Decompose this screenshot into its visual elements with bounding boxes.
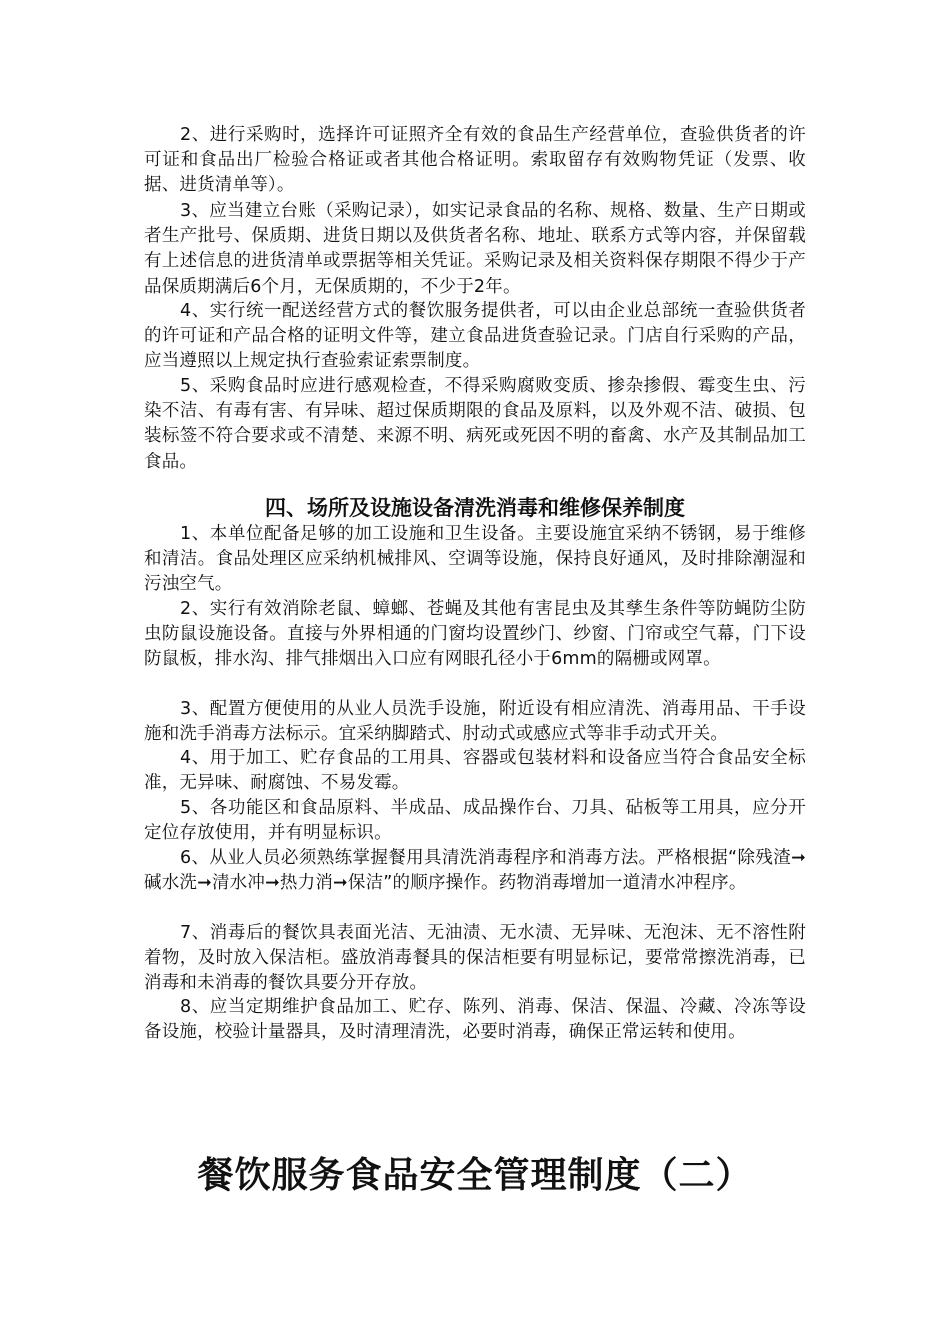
paragraph-4-4: 4、用于加工、贮存食品的工用具、容器或包装材料和设备应当符合食品安全标准，无异味、耐腐蚀、不易发霉。 [144, 748, 806, 794]
section-heading: 四、场所及设施设备清洗消毒和维修保养制度 [265, 496, 685, 520]
paragraph-4-8: 8、应当定期维护食品加工、贮存、陈列、消毒、保洁、保温、冷藏、冷冻等设备设施，校验计量器具，及时清理清洗，必要时消毒，确保正常运转和使用。 [144, 997, 806, 1043]
paragraph-4-3: 3、配置方便使用的从业人员洗手设施，附近设有相应清洗、消毒用品、干手设施和洗手消毒方法标示。宜采纳脚踏式、肘动式或感应式等非手动式开关。 [144, 699, 806, 745]
paragraph-4-2: 2、实行有效消除老鼠、蟑螂、苍蝇及其他有害昆虫及其孳生条件等防蝇防尘防虫防鼠设施设备。直接与外界相通的门窗均设置纱门、纱窗、门帘或空气幕，门下设防鼠板，排水沟、排气排烟出入口应有网眼孔径小于6mm的隔栅或网罩。 [144, 599, 806, 670]
paragraph-3-3: 3、应当建立台账（采购记录），如实记录食品的名称、规格、数量、生产日期或者生产批号、保质期、进货日期以及供货者名称、地址、联系方式等内容，并保留载有上述信息的进货清单或票据等相关凭证。采购记录及相关资料保存期限不得少于产品保质期满后6个月，无保质期的，不少于2年。 [144, 201, 806, 297]
paragraph-4-5: 5、各功能区和食品原料、半成品、成品操作台、刀具、砧板等工用具，应分开定位存放使用，并有明显标识。 [144, 798, 806, 844]
paragraph-3-2: 2、进行采购时，选择许可证照齐全有效的食品生产经营单位，查验供货者的许可证和食品出厂检验合格证或者其他合格证明。索取留存有效购物凭证（发票、收据、进货清单等）。 [144, 125, 806, 196]
document-title: 餐饮服务食品安全管理制度（二） [197, 1155, 753, 1196]
paragraph-4-7: 7、消毒后的餐饮具表面光洁、无油渍、无水渍、无异味、无泡沫、无不溶性附着物，及时放入保洁柜。盛放消毒餐具的保洁柜要有明显标记，要常常擦洗消毒，已消毒和未消毒的餐饮具要分开存放。 [144, 923, 806, 994]
paragraph-3-4: 4、实行统一配送经营方式的餐饮服务提供者，可以由企业总部统一查验供货者的许可证和产品合格的证明文件等，建立食品进货查验记录。门店自行采购的产品，应当遵照以上规定执行查验索证索票制度。 [144, 301, 806, 372]
paragraph-3-5: 5、采购食品时应进行感观检查，不得采购腐败变质、掺杂掺假、霉变生虫、污染不洁、有毒有害、有异味、超过保质期限的食品及原料，以及外观不洁、破损、包装标签不符合要求或不清楚、来源不明、病死或死因不明的畜禽、水产及其制品加工食品。 [144, 376, 806, 472]
paragraph-4-6: 6、从业人员必须熟练掌握餐用具清洗消毒程序和消毒方法。严格根据“除残渣➞碱水洗➞清水冲➞热力消➞保洁”的顺序操作。药物消毒增加一道清水冲程序。 [144, 848, 806, 894]
paragraph-4-1: 1、本单位配备足够的加工设施和卫生设备。主要设施宜采纳不锈钢，易于维修和清洁。食品处理区应采纳机械排风、空调等设施，保持良好通风，及时排除潮湿和污浊空气。 [144, 524, 806, 595]
